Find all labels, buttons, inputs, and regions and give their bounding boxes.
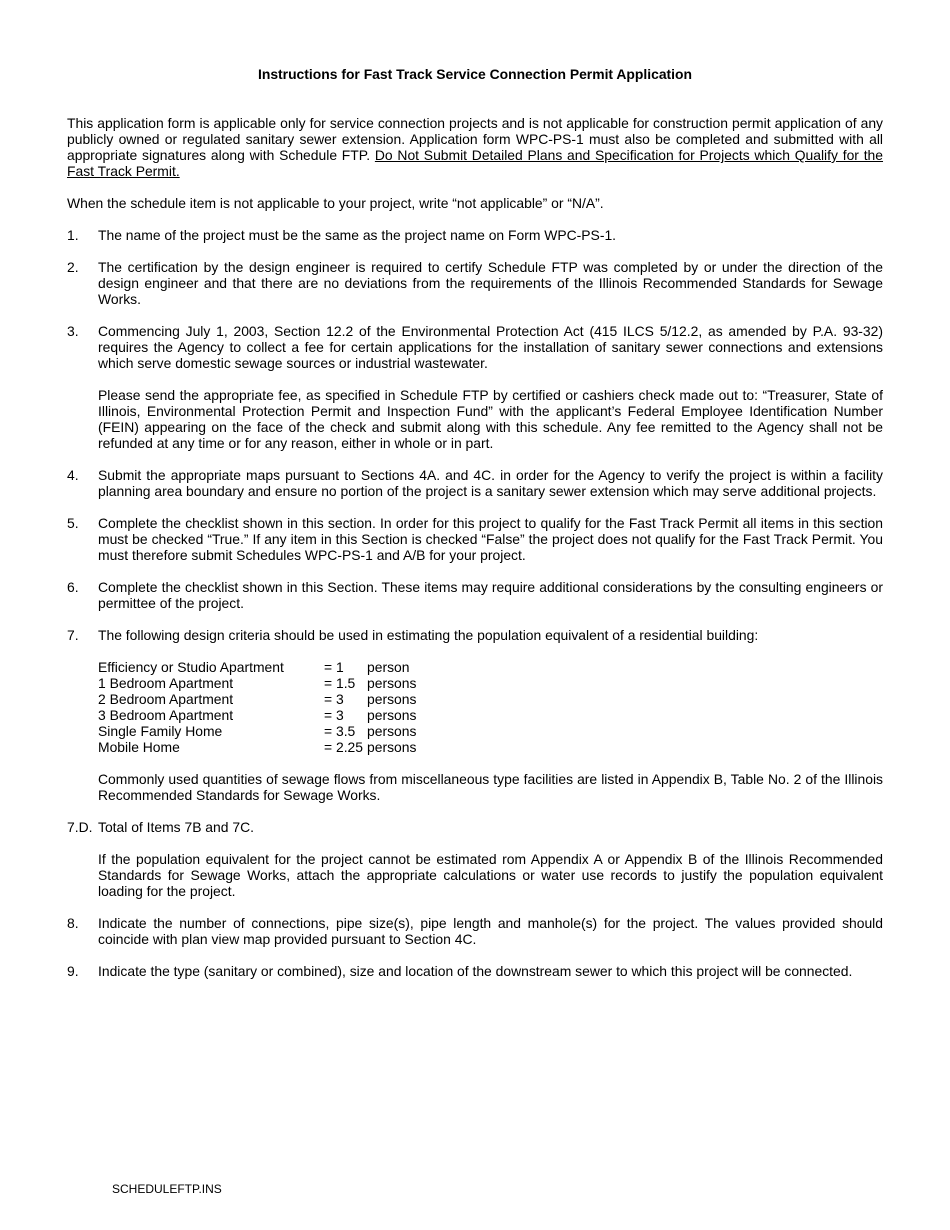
instruction-item-2 <box>67 259 883 307</box>
instruction-item-8 <box>67 915 883 947</box>
intro-paragraph <box>67 115 883 179</box>
item-text: The following design criteria should be used in estimating the population equivalent of a residential building: <box>98 627 759 643</box>
instruction-item-9 <box>67 963 883 979</box>
item-text: Total of Items 7B and 7C. <box>98 819 254 835</box>
pe-value: = 3 <box>324 707 344 723</box>
building-type: Mobile Home <box>98 739 180 755</box>
item-text: Complete the checklist shown in this Section. These items may require additional considerations by the consulting engineers or permittee of the project. <box>98 579 883 611</box>
population-equivalent-note: If the population equivalent for the project cannot be estimated rom Appendix A or Appendix B of the Illinois Recommended Standards for Sewage Works, attach the appropriate calculations or water use records to justify the population equivalent loading for the project. <box>98 851 883 899</box>
intro-underlined-note: Do Not Submit Detailed Plans and Specification for Projects which Qualify for the Fast Track Permit. <box>67 147 884 179</box>
building-type: 1 Bedroom Apartment <box>98 675 234 691</box>
pe-value: = 3.5 <box>324 723 356 739</box>
item-number: 7. <box>67 627 79 643</box>
instruction-item-1 <box>67 227 883 243</box>
item-number: 2. <box>67 259 79 275</box>
pe-unit: persons <box>367 675 417 691</box>
pe-unit: persons <box>367 707 417 723</box>
item-number: 3. <box>67 323 79 339</box>
instruction-item-3 <box>67 323 883 371</box>
item-text: Indicate the type (sanitary or combined), size and location of the downstream sewer to which this project will be connected. <box>98 963 853 979</box>
item-text: The certification by the design engineer is required to certify Schedule FTP was completed by or under the direction of the design engineer and that there are no deviations from the requirements of the Illinois Recommended Standards for Sewage Works. <box>98 259 883 307</box>
item-number: 5. <box>67 515 79 531</box>
table-row <box>98 675 416 691</box>
instruction-item-6 <box>67 579 883 611</box>
item-number: 4. <box>67 467 79 483</box>
table-row <box>98 723 416 739</box>
pe-unit: person <box>367 659 410 675</box>
item-number: 1. <box>67 227 79 243</box>
instruction-item-4 <box>67 467 883 499</box>
footer-filename: SCHEDULEFTP.INS <box>112 1182 222 1196</box>
table-row <box>98 739 416 755</box>
item-text: Submit the appropriate maps pursuant to Sections 4A. and 4C. in order for the Agency to verify the project is within a facility planning area boundary and ensure no portion of the project is a sanitary sewer extension which may serve additional projects. <box>98 467 883 499</box>
pe-unit: persons <box>367 723 417 739</box>
intro-text: This application form is applicable only for service connection projects and is not applicable for construction permit application of any publicly owned or regulated sanitary sewer extension. Application form WPC-PS-1 must also be completed and submitted with all appropriate signatures along with Schedule FTP. <box>67 115 883 163</box>
instruction-item-5 <box>67 515 883 563</box>
item-number: 9. <box>67 963 79 979</box>
pe-unit: persons <box>367 691 417 707</box>
pe-unit: persons <box>367 739 417 755</box>
item-number: 6. <box>67 579 79 595</box>
table-row <box>98 691 416 707</box>
building-type: 2 Bedroom Apartment <box>98 691 234 707</box>
item-text: Commencing July 1, 2003, Section 12.2 of the Environmental Protection Act (415 ILCS 5/12.2, as amended by P.A. 93-32) requires the Agency to collect a fee for certain applications for the installation of sanitary sewer connections and extensions which serve domestic sewage sources or industrial wastewater. <box>98 323 883 371</box>
instructions-page <box>67 66 883 995</box>
not-applicable-note: When the schedule item is not applicable to your project, write “not applicable” or “N/A”. <box>67 195 604 211</box>
table-row <box>98 659 416 675</box>
table-row <box>98 707 416 723</box>
building-type: Efficiency or Studio Apartment <box>98 659 284 675</box>
item-text: Indicate the number of connections, pipe size(s), pipe length and manhole(s) for the project. The values provided should coincide with plan view map provided pursuant to Section 4C. <box>98 915 883 947</box>
pe-value: = 3 <box>324 691 344 707</box>
instruction-item-7 <box>67 627 883 643</box>
population-equivalent-table <box>98 659 416 755</box>
page-title: Instructions for Fast Track Service Connection Permit Application <box>257 66 693 82</box>
building-type: Single Family Home <box>98 723 223 739</box>
sewage-flow-note: Commonly used quantities of sewage flows from miscellaneous type facilities are listed in Appendix B, Table No. 2 of the Illinois Recommended Standards for Sewage Works. <box>98 771 883 803</box>
pe-value: = 1 <box>324 659 344 675</box>
item-text: Complete the checklist shown in this section. In order for this project to qualify for the Fast Track Permit all items in this section must be checked “True.” If any item in this Section is checked “False” the project does not qualify for the Fast Track Permit. You must therefore submit Schedules WPC-PS-1 and A/B for your project. <box>98 515 883 563</box>
item-text: The name of the project must be the same as the project name on Form WPC-PS-1. <box>98 227 617 243</box>
pe-value: = 2.25 <box>324 739 364 755</box>
fee-payment-note: Please send the appropriate fee, as specified in Schedule FTP by certified or cashiers check made out to: “Treasurer, State of Illinois, Environmental Protection Permit and Inspection Fund” with the applicant’s Federal Employee Identification Number (FEIN) appearing on the face of the check and submit along with this schedule. Any fee remitted to the Agency shall not be refunded at any time or for any reason, either in whole or in part. <box>98 387 883 451</box>
item-number: 8. <box>67 915 79 931</box>
item-number: 7.D. <box>67 819 93 835</box>
building-type: 3 Bedroom Apartment <box>98 707 234 723</box>
instruction-item-7d <box>67 819 883 835</box>
pe-value: = 1.5 <box>324 675 356 691</box>
